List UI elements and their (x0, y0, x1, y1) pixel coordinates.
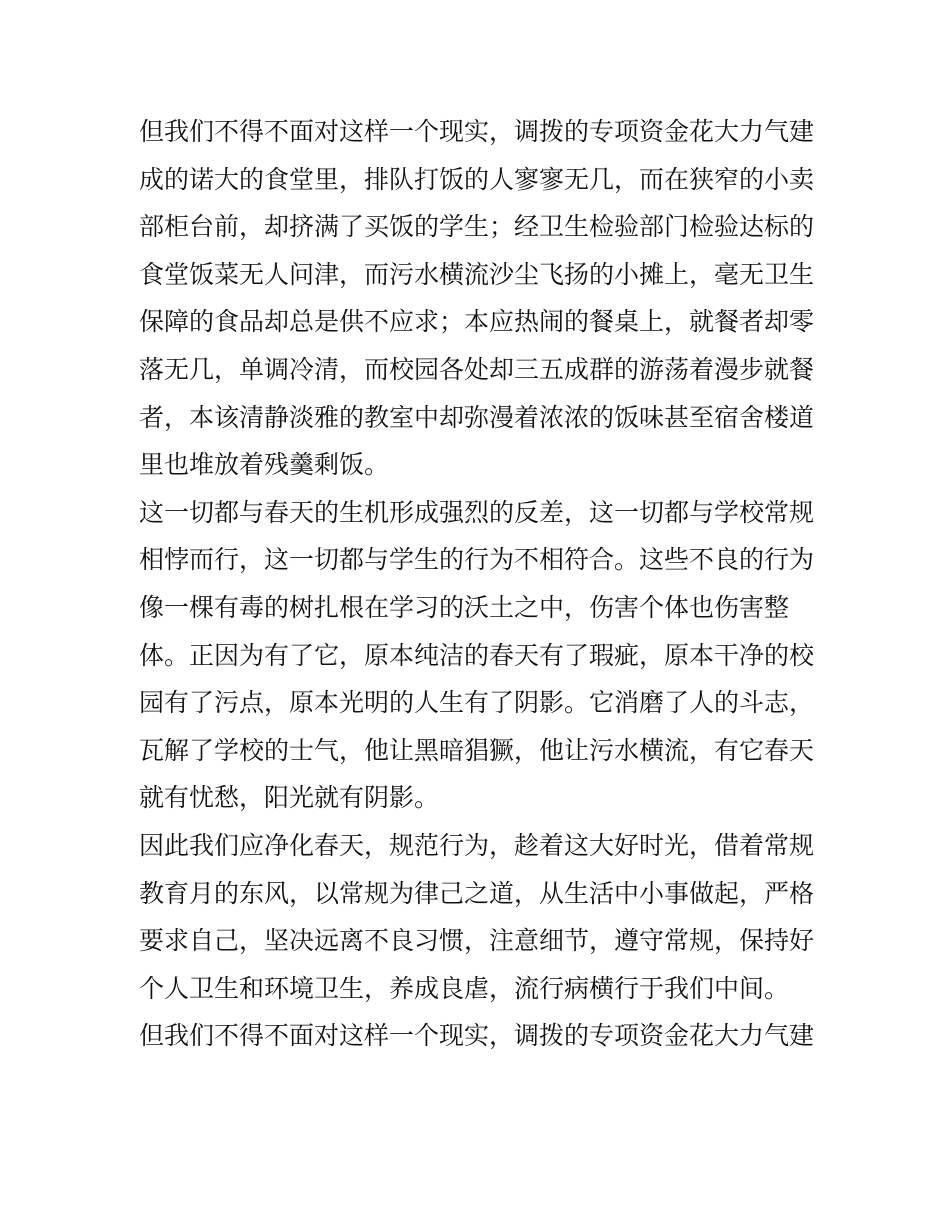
text-line: 这一切都与春天的生机形成强烈的反差，这一切都与学校常规 (139, 497, 815, 527)
text-line: 食堂饭菜无人问津，而污水横流沙尘飞扬的小摊上，毫无卫生 (139, 259, 815, 289)
text-line: 者，本该清静淡雅的教室中却弥漫着浓浓的饭味甚至宿舍楼道 (139, 402, 815, 432)
text-line: 因此我们应净化春天，规范行为，趁着这大好时光，借着常规 (139, 830, 815, 860)
text-line: 要求自己，坚决远离不良习惯，注意细节，遵守常规，保持好 (139, 926, 815, 956)
text-line: 成的诺大的食堂里，排队打饭的人寥寥无几，而在狭窄的小卖 (139, 164, 815, 194)
text-line: 体。正因为有了它，原本纯洁的春天有了瑕疵，原本干净的校 (139, 640, 815, 670)
text-line: 落无几，单调冷清，而校园各处却三五成群的游荡着漫步就餐 (139, 354, 815, 384)
text-line: 相悖而行，这一切都与学生的行为不相符合。这些不良的行为 (139, 545, 815, 575)
text-line: 里也堆放着残羹剩饭。 (139, 450, 390, 480)
body-text (139, 108, 819, 1060)
text-line: 就有忧愁，阳光就有阴影。 (139, 783, 440, 813)
text-line: 个人卫生和环境卫生，养成良虐，流行病横行于我们中间。 (139, 973, 790, 1003)
text-line: 保障的食品却总是供不应求；本应热闹的餐桌上，就餐者却零 (139, 307, 815, 337)
text-line: 像一棵有毒的树扎根在学习的沃土之中，伤害个体也伤害整 (139, 592, 790, 622)
text-line: 教育月的东风，以常规为律己之道，从生活中小事做起，严格 (139, 878, 815, 908)
text-line: 瓦解了学校的士气，他让黑暗猖獗，他让污水横流，有它春天 (139, 735, 815, 765)
text-line: 部柜台前，却挤满了买饭的学生；经卫生检验部门检验达标的 (139, 212, 815, 242)
text-line: 但我们不得不面对这样一个现实，调拨的专项资金花大力气建 (139, 1021, 815, 1051)
text-line: 但我们不得不面对这样一个现实，调拨的专项资金花大力气建 (139, 117, 815, 146)
text-line: 园有了污点，原本光明的人生有了阴影。它消磨了人的斗志， (139, 688, 815, 718)
